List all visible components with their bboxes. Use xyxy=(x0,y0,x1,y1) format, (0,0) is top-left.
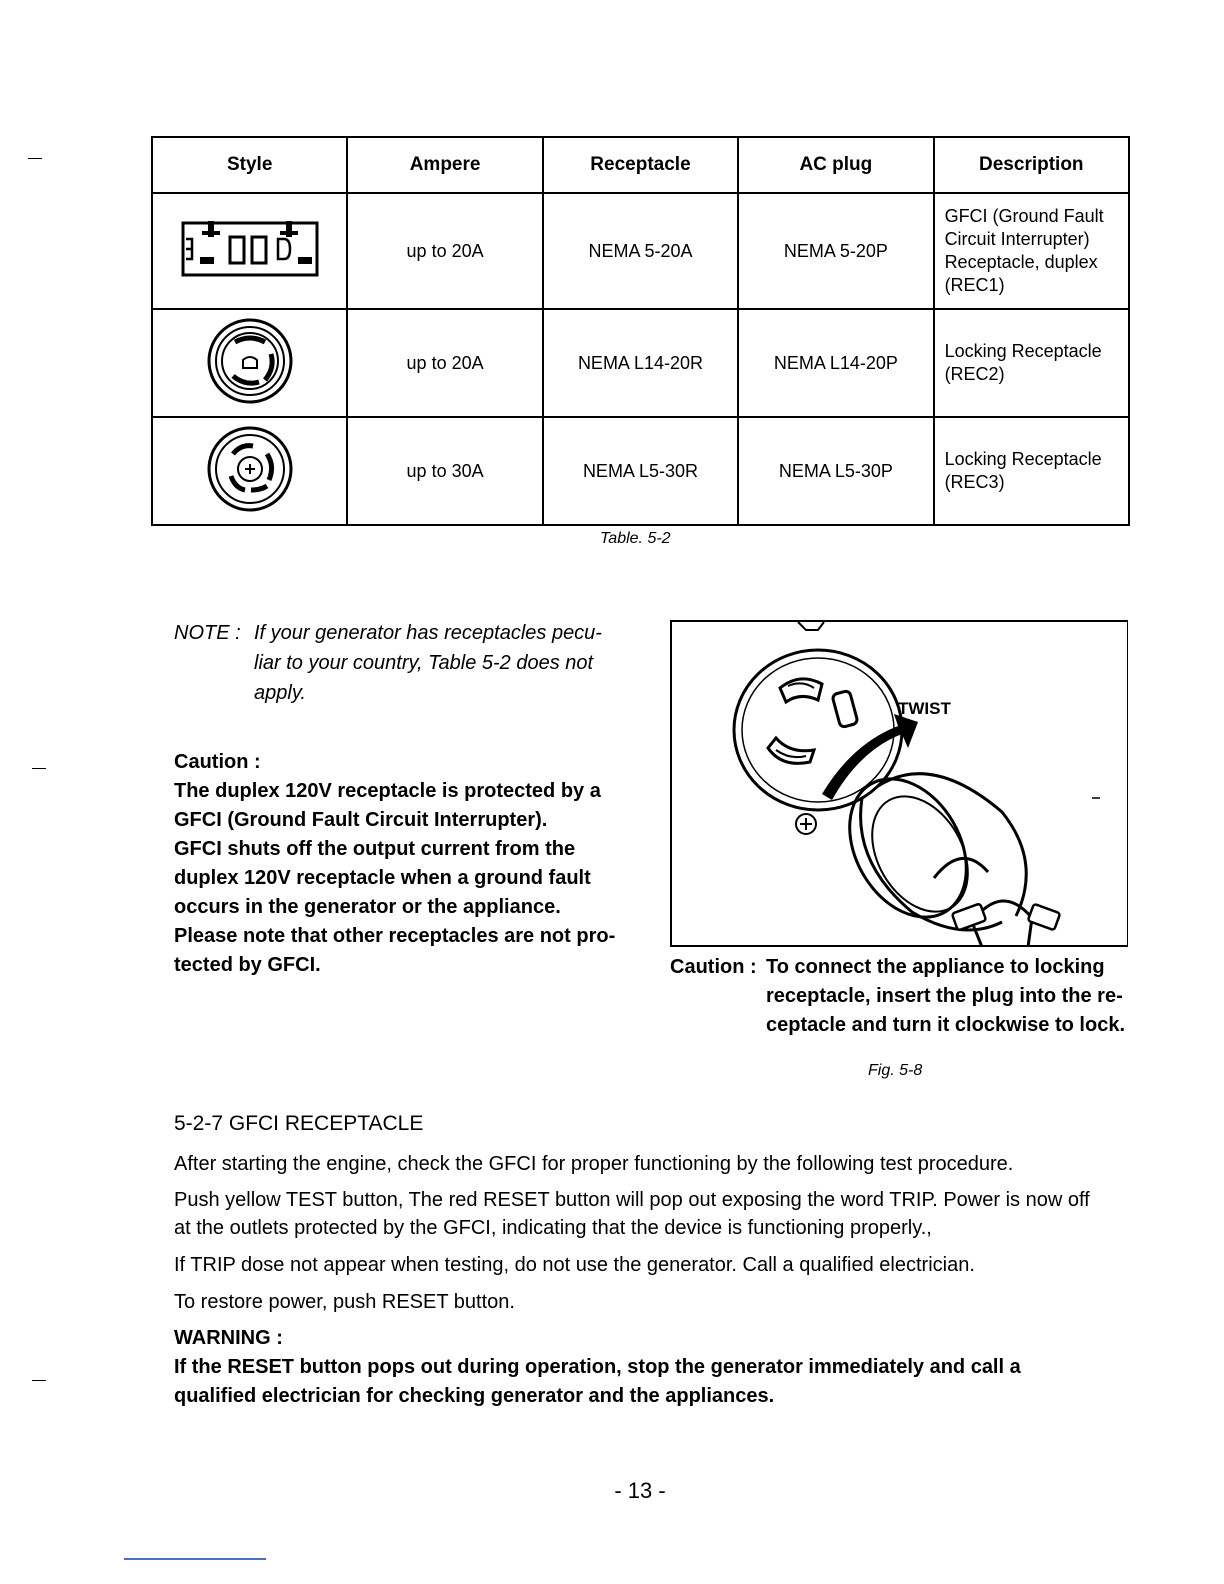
description-cell xyxy=(934,309,1129,417)
page-number: - 13 - xyxy=(614,1478,666,1503)
receptacle-cell: NEMA L5-30R xyxy=(543,417,738,525)
style-cell xyxy=(152,417,347,525)
margin-mark xyxy=(32,1380,46,1381)
description-line: GFCI (Ground Fault xyxy=(944,206,1104,226)
description-line: (REC1) xyxy=(944,275,1005,295)
figure-caution-line: To connect the appliance to locking xyxy=(766,956,1105,978)
figure-caution-line: receptacle, insert the plug into the re- xyxy=(766,985,1123,1007)
paragraph-line: at the outlets protected by the GFCI, indicating that the device is functioning properly., xyxy=(174,1217,932,1239)
caution-line: Please note that other receptacles are not pro- xyxy=(174,925,616,947)
receptacle-table xyxy=(151,136,1130,526)
note-line: liar to your country, Table 5-2 does not xyxy=(254,652,594,674)
note-line: If your generator has receptacles pecu- xyxy=(254,622,602,644)
paragraph xyxy=(174,1186,1134,1242)
bottom-rule xyxy=(124,1558,266,1560)
section-heading: 5-2-7 GFCI RECEPTACLE xyxy=(174,1112,424,1135)
header-style: Style xyxy=(152,137,347,193)
description-cell xyxy=(934,417,1129,525)
warning-title: WARNING : xyxy=(174,1327,283,1349)
style-cell xyxy=(152,309,347,417)
figure-twist-lock xyxy=(670,620,1128,947)
figure-caption: Fig. 5-8 xyxy=(868,1062,923,1079)
duplex-receptacle-icon xyxy=(180,209,320,289)
description-line: Locking Receptacle xyxy=(944,341,1102,361)
caution-line: GFCI (Ground Fault Circuit Interrupter). xyxy=(174,809,548,831)
caution-line: tected by GFCI. xyxy=(174,954,321,976)
table-row xyxy=(152,417,1129,525)
table-header-row xyxy=(152,137,1129,193)
header-description: Description xyxy=(934,137,1129,193)
paragraph: After starting the engine, check the GFCI for proper functioning by the following test procedure. xyxy=(174,1153,1014,1175)
locking-receptacle-l5-icon xyxy=(205,424,295,514)
plug-cell: NEMA L5-30P xyxy=(738,417,933,525)
caution-line: The duplex 120V receptacle is protected by a xyxy=(174,780,601,802)
ampere-cell: up to 30A xyxy=(347,417,542,525)
paragraph-line: Push yellow TEST button, The red RESET button will pop out exposing the word TRIP. Power is now off xyxy=(174,1189,1090,1211)
table-row xyxy=(152,193,1129,309)
note-line: apply. xyxy=(254,682,306,704)
header-receptacle: Receptacle xyxy=(543,137,738,193)
description-line: Circuit Interrupter) xyxy=(944,229,1090,249)
margin-mark xyxy=(32,768,46,769)
figure-caution-line: ceptacle and turn it clockwise to lock. xyxy=(766,1014,1125,1036)
warning-line: If the RESET button pops out during operation, stop the generator immediately and call a xyxy=(174,1356,1021,1378)
plug-cell: NEMA 5-20P xyxy=(738,193,933,309)
note-label: NOTE : xyxy=(174,622,241,644)
table-caption: Table. 5-2 xyxy=(600,530,671,547)
ampere-cell: up to 20A xyxy=(347,309,542,417)
note-block xyxy=(174,618,634,708)
header-ac-plug: AC plug xyxy=(738,137,933,193)
caution-line: duplex 120V receptacle when a ground fault xyxy=(174,867,591,889)
plug-cell: NEMA L14-20P xyxy=(738,309,933,417)
warning-block xyxy=(174,1324,1134,1411)
description-line: Receptacle, duplex xyxy=(944,252,1098,272)
margin-mark xyxy=(28,158,42,159)
caution-line: GFCI shuts off the output current from the xyxy=(174,838,576,860)
locking-receptacle-l14-icon xyxy=(205,316,295,406)
style-cell xyxy=(152,193,347,309)
table-row xyxy=(152,309,1129,417)
description-cell xyxy=(934,193,1129,309)
description-line: (REC2) xyxy=(944,364,1005,384)
twist-label: TWIST xyxy=(898,699,951,718)
description-line: Locking Receptacle xyxy=(944,449,1102,469)
description-line: (REC3) xyxy=(944,472,1005,492)
ampere-cell: up to 20A xyxy=(347,193,542,309)
paragraph: If TRIP dose not appear when testing, do not use the generator. Call a qualified electrician. xyxy=(174,1254,975,1276)
caution-block xyxy=(174,748,634,980)
twist-lock-illustration xyxy=(672,622,1128,947)
warning-line: qualified electrician for checking generator and the appliances. xyxy=(174,1385,775,1407)
caution-line: occurs in the generator or the appliance. xyxy=(174,896,561,918)
header-ampere: Ampere xyxy=(347,137,542,193)
figure-caution-label: Caution : xyxy=(670,956,757,978)
caution-title: Caution : xyxy=(174,751,261,773)
figure-caution xyxy=(670,953,1140,1040)
receptacle-cell: NEMA L14-20R xyxy=(543,309,738,417)
receptacle-cell: NEMA 5-20A xyxy=(543,193,738,309)
paragraph: To restore power, push RESET button. xyxy=(174,1291,515,1313)
